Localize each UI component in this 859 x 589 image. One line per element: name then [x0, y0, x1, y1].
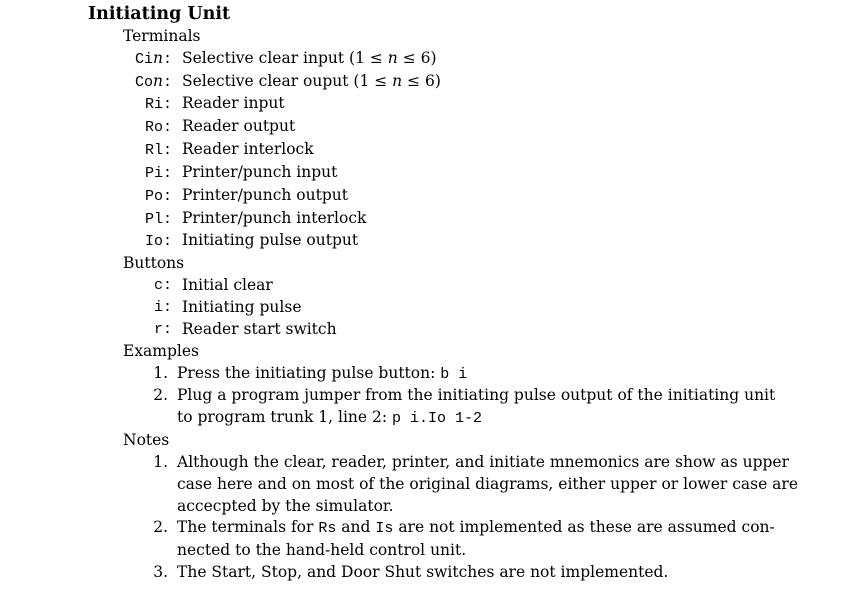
terminal-label: [0, 139, 172, 162]
button-row: [0, 275, 859, 297]
inline-code: Is: [375, 520, 394, 538]
terminal-label: [0, 185, 172, 208]
note-line: [177, 517, 775, 540]
notes-heading: Notes: [123, 431, 170, 450]
note-text: are not implemented as these are assumed con-: [393, 518, 775, 537]
terminal-description: Initiating pulse output: [182, 231, 359, 250]
terminal-desc-text: Selective clear input (1 ≤: [182, 48, 388, 67]
terminal-label-mono: Pl: [144, 210, 163, 228]
terminal-label-mono: Rl: [144, 142, 163, 160]
note-item: [0, 517, 859, 562]
button-label: c:: [153, 277, 172, 295]
terminal-row: [0, 116, 859, 139]
note-body: [172, 452, 798, 518]
note-line: case here and on most of the original diagrams, either upper or lower case are: [177, 474, 799, 493]
example-item: [0, 385, 859, 430]
note-body: [172, 562, 668, 584]
button-description: Initiating pulse: [182, 297, 302, 316]
terminal-label-var: n: [153, 48, 163, 67]
examples-heading: Examples: [123, 341, 200, 360]
terminal-label-mono: Ci: [134, 50, 153, 68]
inline-code: b i: [440, 365, 468, 383]
button-label: r:: [153, 320, 172, 338]
terminal-desc-text: Selective clear ouput (1 ≤: [182, 71, 393, 90]
terminal-label-mono: Po: [144, 187, 163, 205]
terminal-description: Printer/punch output: [182, 185, 348, 204]
button-description: Reader start switch: [182, 319, 337, 338]
terminal-description: Reader input: [182, 94, 285, 113]
terminal-label-colon: :: [162, 50, 172, 68]
inline-code: p i.Io 1-2: [392, 410, 483, 428]
terminal-label-colon: :: [162, 187, 172, 205]
terminal-description: Printer/punch interlock: [182, 208, 367, 227]
note-text: The terminals for: [177, 518, 319, 537]
terminal-label-mono: Ro: [144, 119, 163, 137]
terminal-label-mono: Pi: [144, 164, 163, 182]
note-line: nected to the hand-held control unit.: [177, 541, 467, 560]
terminal-label: [0, 230, 172, 253]
terminal-label: [0, 71, 172, 94]
terminal-label-colon: :: [162, 164, 172, 182]
note-number: 2.: [153, 518, 168, 537]
example-number: 2.: [153, 386, 168, 405]
terminal-label-mono: Io: [144, 233, 163, 251]
terminal-label-colon: :: [162, 210, 172, 228]
terminal-label-mono: Ri: [144, 96, 163, 114]
terminal-label-var: n: [153, 71, 163, 90]
terminal-row: [0, 71, 859, 94]
terminal-description: Reader interlock: [182, 140, 314, 159]
math-var: n: [392, 71, 403, 90]
terminal-description: [172, 48, 437, 71]
example-body: [172, 363, 467, 386]
page-title: Initiating Unit: [88, 4, 231, 24]
terminal-row: [0, 139, 859, 162]
terminal-row: [0, 185, 859, 208]
terminal-row: [0, 208, 859, 231]
buttons-heading: Buttons: [123, 254, 185, 273]
terminal-label-colon: :: [162, 142, 172, 160]
example-line: [177, 407, 775, 430]
note-item: [0, 452, 859, 518]
terminal-label: [0, 93, 172, 116]
terminal-label-colon: :: [162, 119, 172, 137]
example-item: [0, 363, 859, 386]
note-text: and: [336, 518, 376, 537]
examples-section: [0, 341, 859, 430]
terminals-heading: Terminals: [123, 26, 201, 45]
example-number: 1.: [153, 363, 168, 382]
button-row: [0, 297, 859, 319]
inline-code: Rs: [318, 520, 337, 538]
notes-section: [0, 430, 859, 584]
note-number: 1.: [153, 452, 168, 471]
terminal-label: [0, 116, 172, 139]
terminals-section: [0, 26, 859, 253]
terminal-desc-text: ≤ 6): [402, 71, 441, 90]
terminal-label-colon: :: [162, 73, 172, 91]
math-var: n: [387, 48, 398, 67]
terminal-description: [172, 71, 441, 94]
terminal-description: Printer/punch input: [182, 162, 338, 181]
note-number: 3.: [153, 563, 168, 582]
terminal-label-colon: :: [162, 96, 172, 114]
buttons-section: [0, 253, 859, 340]
terminal-label: [0, 48, 172, 71]
terminal-row: [0, 93, 859, 116]
terminal-desc-text: ≤ 6): [397, 48, 437, 67]
terminal-label: [0, 162, 172, 185]
button-label: i:: [153, 298, 172, 316]
example-line: Plug a program jumper from the initiating pulse output of the initiating unit: [177, 386, 776, 405]
example-text: Press the initiating pulse button:: [177, 363, 441, 382]
note-item: [0, 562, 859, 584]
button-description: Initial clear: [182, 276, 273, 295]
terminal-label-mono: Co: [134, 73, 153, 91]
terminal-label: [0, 208, 172, 231]
terminal-row: [0, 162, 859, 185]
terminal-row: [0, 230, 859, 253]
example-body: [172, 385, 775, 430]
terminal-row: [0, 48, 859, 71]
note-line: accecpted by the simulator.: [177, 496, 394, 515]
note-body: [172, 517, 775, 562]
example-text: to program trunk 1, line 2:: [177, 408, 392, 427]
note-line: Although the clear, reader, printer, and initiate mnemonics are show as upper: [177, 452, 790, 471]
terminal-label-colon: :: [162, 233, 172, 251]
terminal-description: Reader output: [182, 117, 296, 136]
note-line: The Start, Stop, and Door Shut switches are not implemented.: [177, 563, 669, 582]
example-line: [177, 364, 467, 382]
button-row: [0, 319, 859, 341]
